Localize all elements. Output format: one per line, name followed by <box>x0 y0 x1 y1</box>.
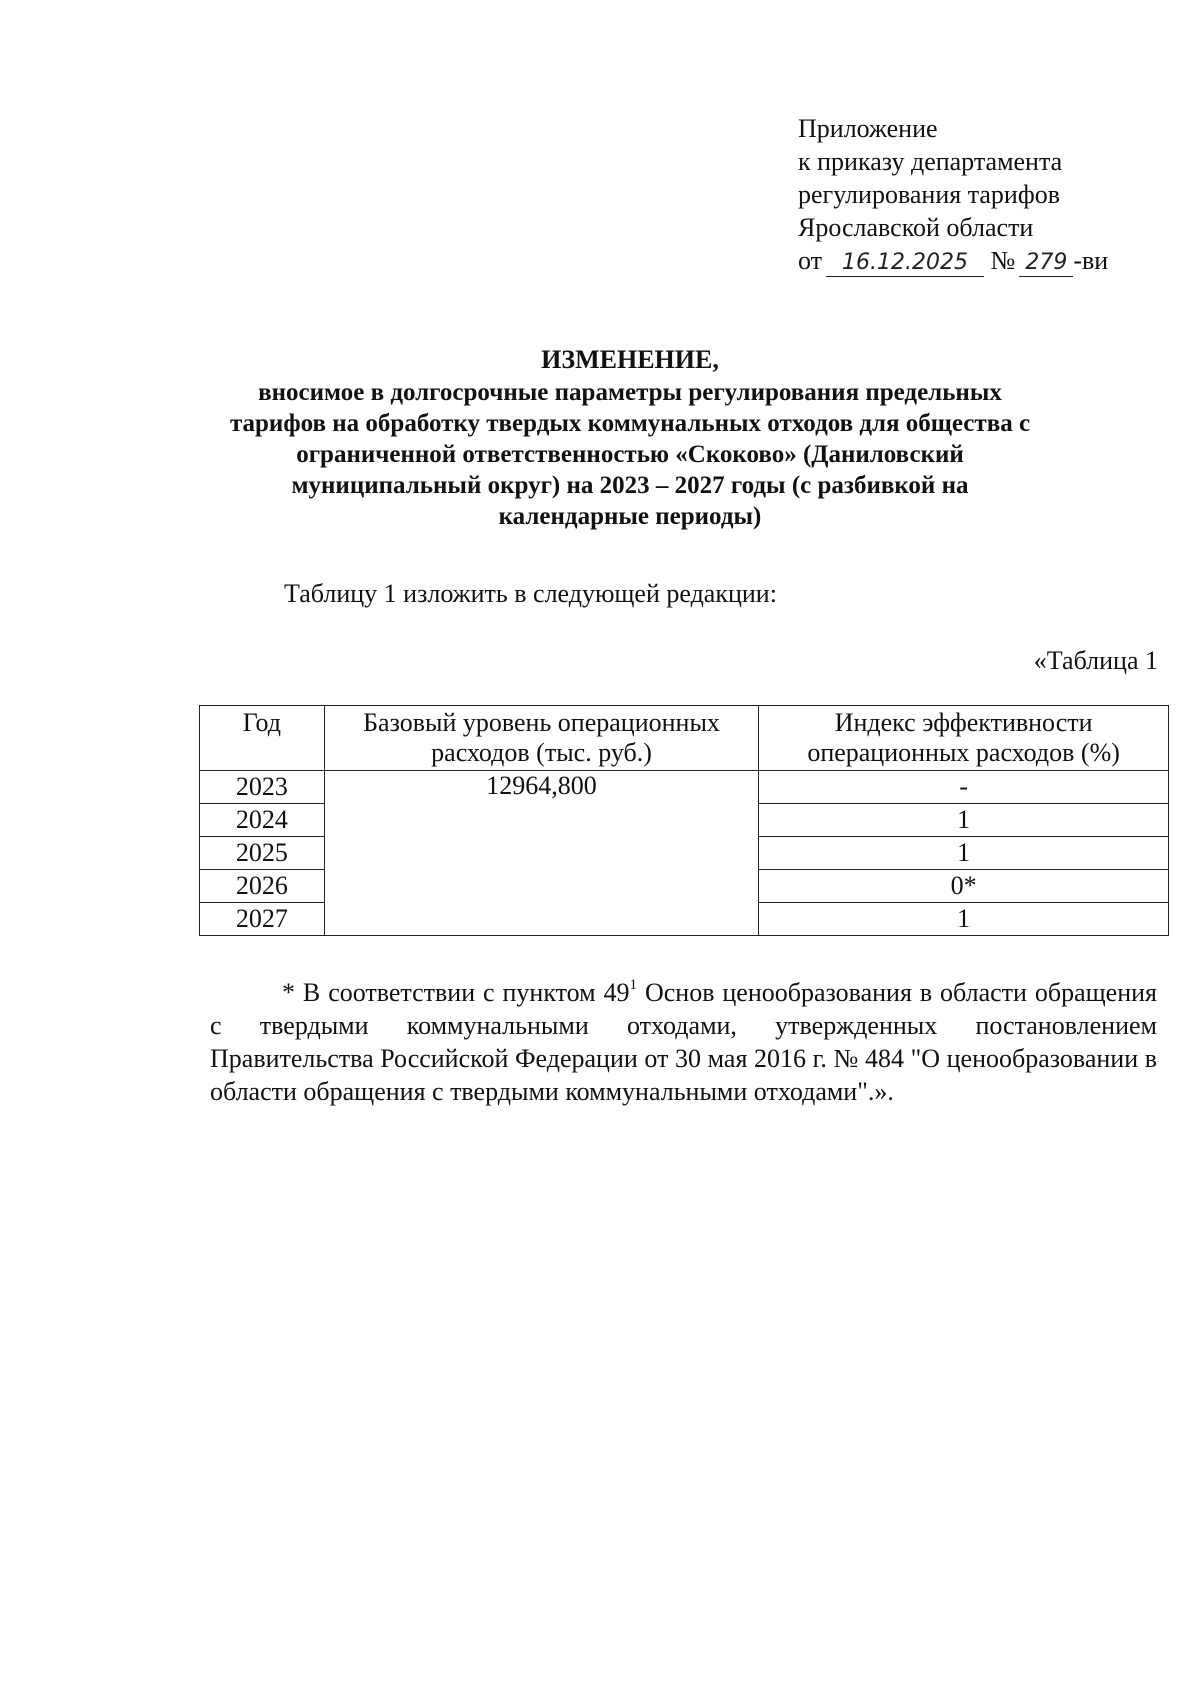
title-line-2: тарифов на обработку твердых коммунальных отходов для общества с <box>229 410 1031 437</box>
title-main: ИЗМЕНЕНИЕ, <box>541 345 719 374</box>
year-cell: 2025 <box>200 837 325 870</box>
title-line-1: вносимое в долгосрочные параметры регулирования предельных <box>258 379 1002 406</box>
instruction-text: Таблицу 1 изложить в следующей редакции: <box>284 579 777 608</box>
number-label: № <box>990 246 1016 275</box>
index-cell: - <box>759 771 1169 804</box>
year-cell: 2027 <box>200 903 325 936</box>
handwritten-number: 279 <box>1019 250 1073 277</box>
footnote-text-start: * В соответствии с пунктом 49 <box>282 978 630 1007</box>
year-cell: 2023 <box>200 771 325 804</box>
handwritten-date: 16.12.2025 <box>826 250 984 277</box>
title-line-3: ограниченной ответственностью «Скоково» (Даниловский <box>296 441 964 468</box>
header-index-line-1: Индекс эффективности <box>834 708 1093 737</box>
appendix-line-2: к приказу департамента <box>798 147 1063 176</box>
appendix-line-1: Приложение <box>798 114 938 143</box>
table-label: «Таблица 1 <box>1033 646 1158 675</box>
index-cell: 1 <box>759 903 1169 936</box>
header-base-line-2: расходов (тыс. руб.) <box>431 738 652 767</box>
footnote-superscript: 1 <box>629 977 638 994</box>
number-suffix: -ви <box>1073 246 1109 275</box>
header-base-level <box>324 706 758 771</box>
appendix-line-3: регулирования тарифов <box>798 180 1060 209</box>
table-header-row <box>200 706 1169 771</box>
footnote-text-end: Основ ценообразования в области обращения с твердыми коммунальными отходами, утвержденных постановлением Правительства Российской Федерации от 30 мая 2016 г. № 484 "О ценообразовании в области обращения с твердыми коммунальными отходами".». <box>210 978 1157 1106</box>
base-level-cell: 12964,800 <box>324 771 758 936</box>
parameters-table <box>199 705 1169 936</box>
title-line-4: муниципальный округ) на 2023 – 2027 годы (с разбивкой на <box>291 472 969 499</box>
appendix-date-line <box>798 244 1178 277</box>
year-cell: 2024 <box>200 804 325 837</box>
footnote <box>210 976 1157 1108</box>
document-title <box>190 344 1070 532</box>
appendix-header <box>798 112 1178 277</box>
header-base-line-1: Базовый уровень операционных <box>363 708 720 737</box>
from-label: от <box>798 246 823 275</box>
index-cell: 0* <box>759 870 1169 903</box>
header-year-label: Год <box>242 708 282 737</box>
header-index-line-2: операционных расходов (%) <box>807 738 1120 767</box>
footnote-paragraph <box>210 976 1157 1108</box>
title-line-5: календарные периоды) <box>498 503 762 530</box>
appendix-line-4: Ярославской области <box>798 213 1034 242</box>
header-efficiency-index <box>759 706 1169 771</box>
index-cell: 1 <box>759 804 1169 837</box>
index-cell: 1 <box>759 837 1169 870</box>
year-cell: 2026 <box>200 870 325 903</box>
table-row <box>200 771 1169 804</box>
header-year <box>200 706 325 771</box>
